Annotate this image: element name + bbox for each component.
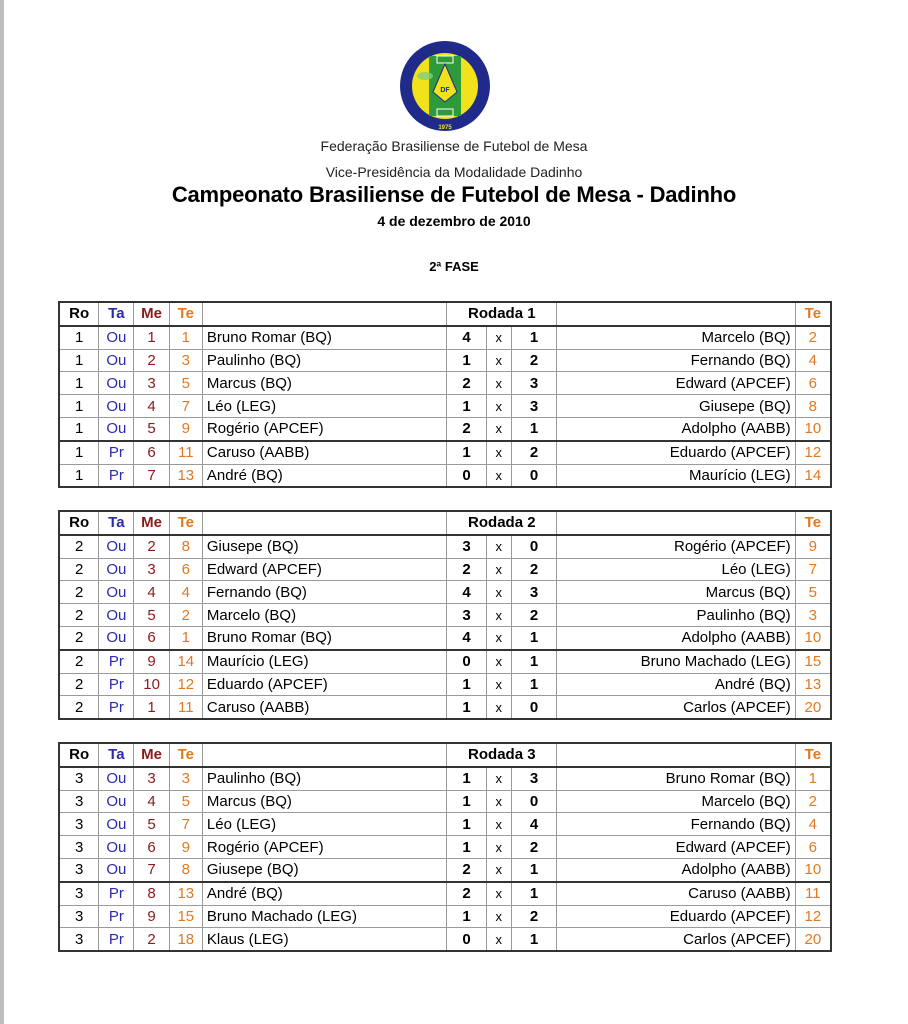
versus-mark: x (486, 626, 511, 649)
home-score: 0 (447, 928, 486, 951)
home-player: André (BQ) (202, 882, 447, 905)
match-row (59, 441, 831, 464)
away-team-number: 10 (795, 626, 831, 649)
vice-presidency: Vice-Presidência da Modalidade Dadinho (325, 164, 583, 180)
round-number: 2 (59, 673, 99, 696)
home-player: Klaus (LEG) (202, 928, 447, 951)
away-score: 3 (511, 581, 556, 604)
home-player: Giusepe (BQ) (202, 858, 447, 881)
home-team-number: 13 (169, 882, 202, 905)
mesa-number: 1 (134, 696, 169, 719)
away-score: 1 (511, 882, 556, 905)
table-type: Pr (99, 673, 134, 696)
table-type: Pr (99, 464, 134, 487)
home-score: 1 (447, 673, 486, 696)
mesa-number: 3 (134, 558, 169, 581)
home-score: 3 (447, 604, 486, 627)
header-te: Te (169, 511, 202, 535)
away-score: 1 (511, 326, 556, 349)
table-type: Ou (99, 767, 134, 790)
away-score: 1 (511, 858, 556, 881)
away-player: Giusepe (BQ) (557, 395, 796, 418)
table-type: Ou (99, 581, 134, 604)
mesa-number: 1 (134, 326, 169, 349)
match-row (59, 673, 831, 696)
home-player: Fernando (BQ) (202, 581, 447, 604)
round-number: 2 (59, 558, 99, 581)
home-player: Edward (APCEF) (202, 558, 447, 581)
round-number: 1 (59, 372, 99, 395)
away-team-number: 11 (795, 882, 831, 905)
away-player: Adolpho (AABB) (557, 417, 796, 440)
home-score: 1 (447, 441, 486, 464)
round-number: 1 (59, 441, 99, 464)
round-table (58, 301, 832, 488)
away-team-number: 10 (795, 858, 831, 881)
home-player: Paulinho (BQ) (202, 767, 447, 790)
match-row (59, 858, 831, 881)
versus-mark: x (486, 464, 511, 487)
versus-mark: x (486, 581, 511, 604)
away-player: Carlos (APCEF) (557, 696, 796, 719)
home-team-number: 14 (169, 650, 202, 673)
home-score: 3 (447, 535, 486, 558)
home-score: 1 (447, 395, 486, 418)
table-type: Ou (99, 790, 134, 813)
away-team-number: 8 (795, 395, 831, 418)
home-player: Marcelo (BQ) (202, 604, 447, 627)
versus-mark: x (486, 441, 511, 464)
away-team-number: 6 (795, 836, 831, 859)
svg-text:DF: DF (440, 87, 450, 94)
home-player: Rogério (APCEF) (202, 417, 447, 440)
versus-mark: x (486, 673, 511, 696)
header-me: Me (134, 743, 169, 767)
home-team-number: 7 (169, 813, 202, 836)
mesa-number: 4 (134, 395, 169, 418)
away-player: Maurício (LEG) (557, 464, 796, 487)
header-te-away: Te (795, 743, 831, 767)
away-score: 0 (511, 535, 556, 558)
match-row (59, 372, 831, 395)
away-team-number: 2 (795, 326, 831, 349)
mesa-number: 10 (134, 673, 169, 696)
away-player: Adolpho (AABB) (557, 626, 796, 649)
away-score: 2 (511, 558, 556, 581)
organization-name: Federação Brasiliense de Futebol de Mesa (320, 138, 588, 154)
table-header-row (59, 743, 831, 767)
round-number: 3 (59, 928, 99, 951)
versus-mark: x (486, 836, 511, 859)
round-table (58, 742, 832, 952)
home-team-number: 5 (169, 372, 202, 395)
table-type: Ou (99, 395, 134, 418)
away-team-number: 12 (795, 905, 831, 928)
header-te: Te (169, 743, 202, 767)
home-team-number: 6 (169, 558, 202, 581)
match-row (59, 790, 831, 813)
mesa-number: 5 (134, 417, 169, 440)
away-score: 3 (511, 767, 556, 790)
away-score: 3 (511, 395, 556, 418)
home-team-number: 9 (169, 836, 202, 859)
match-row (59, 813, 831, 836)
away-score: 2 (511, 905, 556, 928)
mesa-number: 9 (134, 905, 169, 928)
away-team-number: 20 (795, 928, 831, 951)
away-player: Carlos (APCEF) (557, 928, 796, 951)
round-name: Rodada 3 (447, 743, 557, 767)
round-table (58, 510, 832, 720)
away-player: Marcus (BQ) (557, 581, 796, 604)
home-score: 0 (447, 464, 486, 487)
home-team-number: 2 (169, 604, 202, 627)
match-row (59, 604, 831, 627)
round-number: 3 (59, 858, 99, 881)
away-score: 4 (511, 813, 556, 836)
home-score: 2 (447, 417, 486, 440)
header-ro: Ro (59, 511, 99, 535)
page-title: Campeonato Brasiliense de Futebol de Mesa - Dadinho (171, 182, 737, 207)
away-player: Marcelo (BQ) (557, 790, 796, 813)
home-player: Eduardo (APCEF) (202, 673, 447, 696)
away-player: Rogério (APCEF) (557, 535, 796, 558)
mesa-number: 4 (134, 581, 169, 604)
event-date: 4 de dezembro de 2010 (377, 213, 531, 229)
table-header-row (59, 302, 831, 326)
mesa-number: 3 (134, 767, 169, 790)
away-team-number: 7 (795, 558, 831, 581)
table-type: Ou (99, 535, 134, 558)
home-player: Caruso (AABB) (202, 696, 447, 719)
away-score: 3 (511, 372, 556, 395)
away-score: 0 (511, 790, 556, 813)
round-number: 2 (59, 604, 99, 627)
home-score: 1 (447, 349, 486, 372)
away-team-number: 1 (795, 767, 831, 790)
versus-mark: x (486, 349, 511, 372)
versus-mark: x (486, 535, 511, 558)
home-team-number: 11 (169, 441, 202, 464)
home-score: 2 (447, 558, 486, 581)
away-team-number: 10 (795, 417, 831, 440)
match-row (59, 882, 831, 905)
home-player: Bruno Romar (BQ) (202, 626, 447, 649)
away-score: 1 (511, 626, 556, 649)
away-team-number: 9 (795, 535, 831, 558)
versus-mark: x (486, 604, 511, 627)
round-number: 3 (59, 882, 99, 905)
home-team-number: 4 (169, 581, 202, 604)
svg-text:1975: 1975 (438, 125, 452, 131)
match-row (59, 836, 831, 859)
away-player: Eduardo (APCEF) (557, 441, 796, 464)
away-player: Marcelo (BQ) (557, 326, 796, 349)
away-score: 0 (511, 464, 556, 487)
away-team-number: 13 (795, 673, 831, 696)
table-type: Ou (99, 858, 134, 881)
away-team-number: 15 (795, 650, 831, 673)
home-player: Rogério (APCEF) (202, 836, 447, 859)
home-team-number: 8 (169, 858, 202, 881)
mesa-number: 5 (134, 813, 169, 836)
home-team-number: 1 (169, 626, 202, 649)
away-player: Adolpho (AABB) (557, 858, 796, 881)
home-team-number: 15 (169, 905, 202, 928)
home-score: 1 (447, 790, 486, 813)
header-te-away: Te (795, 511, 831, 535)
home-score: 1 (447, 836, 486, 859)
away-score: 0 (511, 696, 556, 719)
home-player: Paulinho (BQ) (202, 349, 447, 372)
home-score: 0 (447, 650, 486, 673)
home-team-number: 18 (169, 928, 202, 951)
versus-mark: x (486, 767, 511, 790)
match-row (59, 696, 831, 719)
away-player: Eduardo (APCEF) (557, 905, 796, 928)
home-score: 4 (447, 581, 486, 604)
versus-mark: x (486, 417, 511, 440)
match-row (59, 417, 831, 440)
mesa-number: 7 (134, 464, 169, 487)
header-me: Me (134, 302, 169, 326)
match-row (59, 558, 831, 581)
away-score: 1 (511, 417, 556, 440)
match-row (59, 326, 831, 349)
home-score: 2 (447, 372, 486, 395)
table-type: Pr (99, 928, 134, 951)
home-score: 4 (447, 326, 486, 349)
header-ta: Ta (99, 511, 134, 535)
table-type: Ou (99, 326, 134, 349)
round-number: 1 (59, 326, 99, 349)
home-player: Caruso (AABB) (202, 441, 447, 464)
match-row (59, 928, 831, 951)
table-type: Pr (99, 882, 134, 905)
away-player: André (BQ) (557, 673, 796, 696)
away-score: 2 (511, 441, 556, 464)
away-player: Fernando (BQ) (557, 349, 796, 372)
versus-mark: x (486, 790, 511, 813)
versus-mark: x (486, 928, 511, 951)
home-player: André (BQ) (202, 464, 447, 487)
match-row (59, 395, 831, 418)
away-player: Paulinho (BQ) (557, 604, 796, 627)
match-row (59, 767, 831, 790)
home-team-number: 9 (169, 417, 202, 440)
away-team-number: 4 (795, 349, 831, 372)
away-player: Bruno Romar (BQ) (557, 767, 796, 790)
home-team-number: 7 (169, 395, 202, 418)
home-team-number: 3 (169, 767, 202, 790)
away-team-number: 12 (795, 441, 831, 464)
table-type: Ou (99, 372, 134, 395)
table-type: Ou (99, 349, 134, 372)
away-team-number: 14 (795, 464, 831, 487)
versus-mark: x (486, 326, 511, 349)
versus-mark: x (486, 858, 511, 881)
header-ta: Ta (99, 302, 134, 326)
away-score: 1 (511, 673, 556, 696)
home-player: Bruno Machado (LEG) (202, 905, 447, 928)
away-score: 2 (511, 604, 556, 627)
table-type: Pr (99, 441, 134, 464)
home-score: 2 (447, 882, 486, 905)
header-ro: Ro (59, 743, 99, 767)
mesa-number: 6 (134, 441, 169, 464)
away-team-number: 2 (795, 790, 831, 813)
table-type: Ou (99, 558, 134, 581)
match-row (59, 650, 831, 673)
header-te-away: Te (795, 302, 831, 326)
away-score: 2 (511, 836, 556, 859)
home-team-number: 13 (169, 464, 202, 487)
federation-logo (399, 40, 491, 132)
table-type: Pr (99, 650, 134, 673)
table-type: Ou (99, 417, 134, 440)
round-name: Rodada 1 (447, 302, 557, 326)
phase-label: 2ª FASE (429, 259, 479, 274)
away-player: Bruno Machado (LEG) (557, 650, 796, 673)
table-type: Ou (99, 626, 134, 649)
home-player: Léo (LEG) (202, 813, 447, 836)
round-number: 3 (59, 813, 99, 836)
round-number: 1 (59, 349, 99, 372)
home-team-number: 12 (169, 673, 202, 696)
mesa-number: 2 (134, 928, 169, 951)
mesa-number: 6 (134, 626, 169, 649)
home-score: 2 (447, 858, 486, 881)
away-team-number: 5 (795, 581, 831, 604)
home-team-number: 8 (169, 535, 202, 558)
header-away (557, 511, 796, 535)
away-score: 1 (511, 928, 556, 951)
away-player: Caruso (AABB) (557, 882, 796, 905)
away-player: Edward (APCEF) (557, 372, 796, 395)
home-score: 1 (447, 696, 486, 719)
versus-mark: x (486, 372, 511, 395)
mesa-number: 9 (134, 650, 169, 673)
round-number: 3 (59, 790, 99, 813)
mesa-number: 3 (134, 372, 169, 395)
round-number: 2 (59, 535, 99, 558)
table-header-row (59, 511, 831, 535)
away-player: Edward (APCEF) (557, 836, 796, 859)
home-team-number: 5 (169, 790, 202, 813)
away-team-number: 20 (795, 696, 831, 719)
away-team-number: 3 (795, 604, 831, 627)
round-number: 3 (59, 905, 99, 928)
round-number: 2 (59, 581, 99, 604)
away-player: Fernando (BQ) (557, 813, 796, 836)
home-team-number: 1 (169, 326, 202, 349)
match-row (59, 464, 831, 487)
away-team-number: 4 (795, 813, 831, 836)
versus-mark: x (486, 882, 511, 905)
home-player: Giusepe (BQ) (202, 535, 447, 558)
round-number: 3 (59, 767, 99, 790)
versus-mark: x (486, 395, 511, 418)
round-number: 3 (59, 836, 99, 859)
mesa-number: 4 (134, 790, 169, 813)
match-row (59, 905, 831, 928)
round-number: 2 (59, 626, 99, 649)
table-type: Ou (99, 813, 134, 836)
mesa-number: 5 (134, 604, 169, 627)
home-player: Marcus (BQ) (202, 790, 447, 813)
round-number: 1 (59, 464, 99, 487)
versus-mark: x (486, 905, 511, 928)
round-number: 2 (59, 696, 99, 719)
away-score: 2 (511, 349, 556, 372)
header-te: Te (169, 302, 202, 326)
home-score: 4 (447, 626, 486, 649)
home-score: 1 (447, 767, 486, 790)
table-type: Ou (99, 604, 134, 627)
round-number: 1 (59, 395, 99, 418)
match-row (59, 581, 831, 604)
header-ro: Ro (59, 302, 99, 326)
home-player: Marcus (BQ) (202, 372, 447, 395)
mesa-number: 6 (134, 836, 169, 859)
match-row (59, 349, 831, 372)
header-home (202, 743, 447, 767)
table-type: Pr (99, 696, 134, 719)
home-score: 1 (447, 905, 486, 928)
table-type: Pr (99, 905, 134, 928)
mesa-number: 7 (134, 858, 169, 881)
match-row (59, 626, 831, 649)
home-team-number: 3 (169, 349, 202, 372)
home-score: 1 (447, 813, 486, 836)
home-player: Maurício (LEG) (202, 650, 447, 673)
round-number: 2 (59, 650, 99, 673)
round-name: Rodada 2 (447, 511, 557, 535)
table-type: Ou (99, 836, 134, 859)
versus-mark: x (486, 813, 511, 836)
header-away (557, 743, 796, 767)
round-number: 1 (59, 417, 99, 440)
versus-mark: x (486, 650, 511, 673)
mesa-number: 2 (134, 349, 169, 372)
mesa-number: 2 (134, 535, 169, 558)
header-ta: Ta (99, 743, 134, 767)
home-player: Bruno Romar (BQ) (202, 326, 447, 349)
away-player: Léo (LEG) (557, 558, 796, 581)
versus-mark: x (486, 558, 511, 581)
away-score: 1 (511, 650, 556, 673)
match-row (59, 535, 831, 558)
header-away (557, 302, 796, 326)
home-team-number: 11 (169, 696, 202, 719)
mesa-number: 8 (134, 882, 169, 905)
home-player: Léo (LEG) (202, 395, 447, 418)
header-home (202, 302, 447, 326)
away-team-number: 6 (795, 372, 831, 395)
header-me: Me (134, 511, 169, 535)
header-home (202, 511, 447, 535)
versus-mark: x (486, 696, 511, 719)
